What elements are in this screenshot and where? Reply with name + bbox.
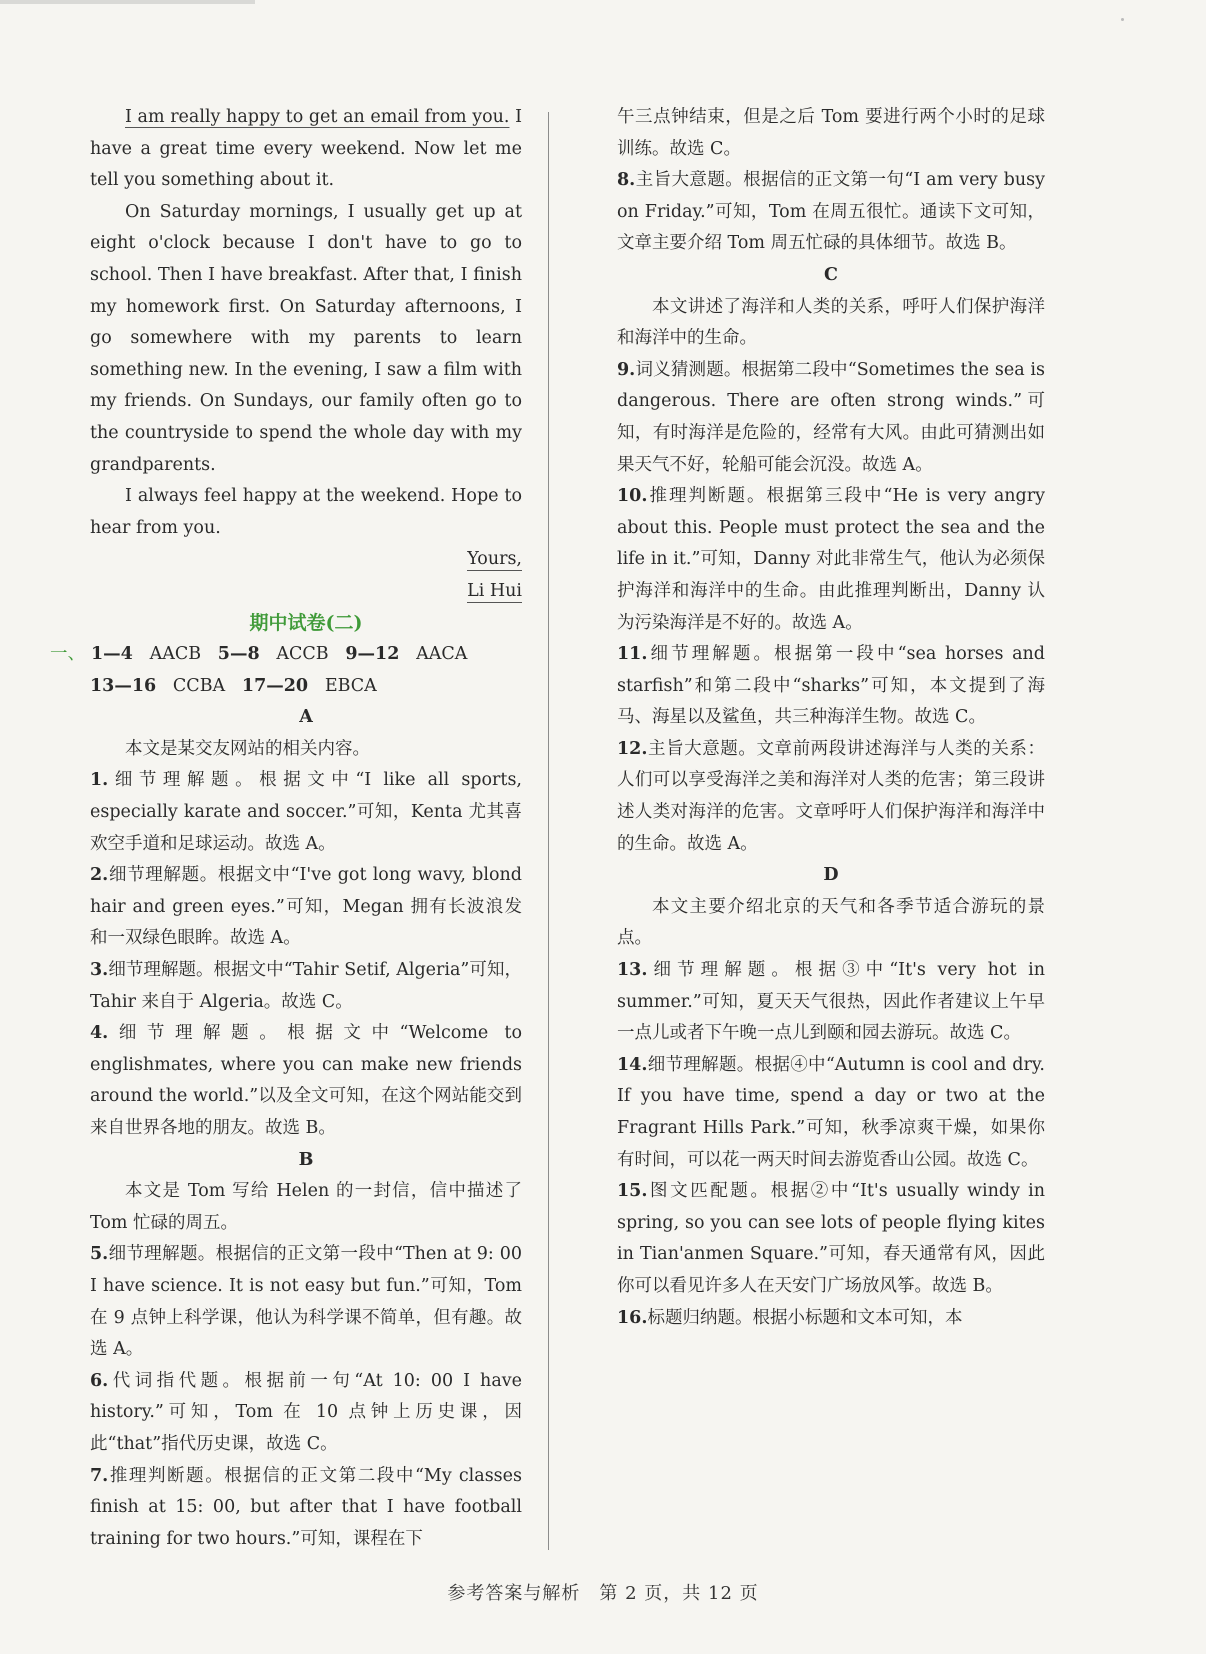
part-mark: 一、 xyxy=(50,644,85,665)
question-text: 推理判断题。根据信的正文第二段中“My classes finish at 15: 00, but after that I have football training for two hours.”可知，课程在下 xyxy=(90,1465,522,1549)
question-12 xyxy=(617,734,1045,860)
question-5 xyxy=(90,1239,522,1365)
letter-signature xyxy=(90,576,522,608)
answer-keys: AACA xyxy=(416,644,468,665)
question-number: 4. xyxy=(90,1023,109,1044)
answer-range: 17—20 xyxy=(241,675,309,696)
letter-paragraph-2: On Saturday mornings, I usually get up at eight o'clock because I don't have to go to school. Then I have breakfast. After that, I finish my homework first. On Saturday afternoons, I go somewhere with my parents to learn something new. In the evening, I saw a film with my friends. On Sundays, our family often go to the countryside to spend the whole day with my grandparents. xyxy=(90,201,522,475)
question-1 xyxy=(90,765,522,860)
question-number: 6. xyxy=(90,1370,109,1391)
answer-range: 13—16 xyxy=(90,675,157,696)
question-text: 代词指代题。根据前一句“At 10: 00 I have history.”可知，Tom 在 10 点钟上历史课，因此“that”指代历史课，故选 C。 xyxy=(90,1370,522,1454)
sign-yours: Yours, xyxy=(467,549,522,570)
letter-closing xyxy=(90,544,522,576)
question-text: 词义猜测题。根据第二段中“Sometimes the sea is dangerous. There are often strong winds.”可知，有时海洋是危险的，经常有大风。由此可猜测出如果天气不好，轮船可能会沉没。故选 A。 xyxy=(617,359,1045,475)
question-text: 细节理解题。根据文中“Welcome to englishmates, where you can make new friends around the world.”以及全文可知，在这个网站能交到来自世界各地的朋友。故选 B。 xyxy=(90,1023,522,1138)
question-number: 15. xyxy=(617,1181,648,1202)
question-number: 8. xyxy=(617,170,636,191)
question-13 xyxy=(617,955,1045,1050)
question-8 xyxy=(617,165,1045,260)
question-6 xyxy=(90,1366,522,1461)
question-number: 16. xyxy=(617,1307,648,1328)
question-number: 12. xyxy=(617,738,648,759)
question-text: 细节理解题。根据文中“I've got long wavy, blond hair and green eyes.”可知，Megan 拥有长波浪发和一双绿色眼眸。故选 A。 xyxy=(90,865,522,949)
answer-range: 5—8 xyxy=(217,644,260,665)
question-7-continued: 午三点钟结束，但是之后 Tom 要进行两个小时的足球训练。故选 C。 xyxy=(617,107,1045,159)
question-number: 5. xyxy=(90,1244,109,1265)
question-number: 14. xyxy=(617,1054,648,1075)
answer-keys: ACCB xyxy=(276,644,329,665)
question-3 xyxy=(90,955,522,1018)
answer-keys: EBCA xyxy=(324,675,377,696)
question-11 xyxy=(617,639,1045,734)
question-10 xyxy=(617,481,1045,639)
question-number: 9. xyxy=(617,359,636,380)
left-column xyxy=(50,102,523,1555)
question-text: 主旨大意题。文章前两段讲述海洋与人类的关系：人们可以享受海洋之美和海洋对人类的危害；第三段讲述人类对海洋的危害。文章呼吁人们保护海洋和海洋中的生命。故选 A。 xyxy=(617,738,1045,854)
letter-paragraph-3: I always feel happy at the weekend. Hope to hear from you. xyxy=(90,486,522,538)
question-text: 主旨大意题。根据信的正文第一句“I am very busy on Friday.”可知，Tom 在周五很忙。通读下文可知，文章主要介绍 Tom 周五忙碌的具体细节。故选 B。 xyxy=(617,170,1045,254)
question-text: 推理判断题。根据第三段中“He is very angry about this. People must protect the sea and the life in it.”可知，Danny 对此非常生气，他认为必须保护海洋和海洋中的生命。由此推理判断出，Danny 认为污染海洋是不好的。故选 A。 xyxy=(617,486,1045,633)
exam-title: 期中试卷(二) xyxy=(249,611,363,634)
question-9 xyxy=(617,355,1045,481)
question-number: 11. xyxy=(617,644,648,665)
question-16 xyxy=(617,1303,1045,1335)
question-text: 细节理解题。根据③中“It's very hot in summer.”可知，夏天天气很热，因此作者建议上午早一点儿或者下午晚一点儿到颐和园去游玩。故选 C。 xyxy=(617,960,1045,1044)
answer-keys: CCBA xyxy=(172,675,226,696)
question-text: 细节理解题。根据第一段中“sea horses and starfish”和第二段中“sharks”可知，本文提到了海马、海星以及鲨鱼，共三种海洋生物。故选 C。 xyxy=(617,644,1045,728)
right-column xyxy=(617,102,1045,1334)
question-number: 3. xyxy=(90,960,109,981)
letter-underlined-sentence: I am really happy to get an email from you. xyxy=(125,107,510,127)
question-15 xyxy=(617,1176,1045,1302)
section-c-intro: 本文讲述了海洋和人类的关系，呼吁人们保护海洋和海洋中的生命。 xyxy=(617,296,1045,349)
section-a-heading: A xyxy=(299,707,313,728)
question-text: 标题归纳题。根据小标题和文本可知，本 xyxy=(647,1307,963,1328)
question-2 xyxy=(90,860,522,955)
question-number: 2. xyxy=(90,865,109,886)
column-divider xyxy=(548,112,549,1550)
section-d-heading: D xyxy=(823,865,839,886)
top-edge-line xyxy=(0,0,255,4)
question-text: 细节理解题。根据信的正文第一段中“Then at 9: 00 I have science. It is not easy but fun.”可知，Tom 在 9 点钟上科学课，他认为科学课不简单，但有趣。故选 A。 xyxy=(90,1244,522,1360)
answer-range: 9—12 xyxy=(345,644,400,665)
answer-keys-line-2 xyxy=(90,671,522,703)
page-footer: 参考答案与解析 第 2 页，共 12 页 xyxy=(447,1583,759,1604)
question-text: 细节理解题。根据④中“Autumn is cool and dry. If you have time, spend a day or two at the Fragrant Hills Park.”可知，秋季凉爽干燥，如果你有时间，可以花一两天时间去游览香山公园。故选 C。 xyxy=(617,1054,1045,1170)
question-14 xyxy=(617,1050,1045,1176)
answer-keys-line-1 xyxy=(50,639,522,671)
question-4 xyxy=(90,1018,522,1144)
question-number: 13. xyxy=(617,960,648,981)
question-text: 细节理解题。根据文中“I like all sports, especially karate and soccer.”可知，Kenta 尤其喜欢空手道和足球运动。故选 A。 xyxy=(90,770,522,854)
question-text: 图文匹配题。根据②中“It's usually windy in spring, so you can see lots of people flying kites in Tian'anmen Square.”可知，春天通常有风，因此你可以看见许多人在天安门广场放风筝。故选 B。 xyxy=(617,1181,1045,1296)
section-d-intro: 本文主要介绍北京的天气和各季节适合游玩的景点。 xyxy=(617,896,1045,949)
question-number: 1. xyxy=(90,770,109,791)
question-7 xyxy=(90,1461,522,1556)
scan-speck xyxy=(1121,18,1124,21)
section-a-intro: 本文是某交友网站的相关内容。 xyxy=(125,738,370,759)
section-b-heading: B xyxy=(298,1149,314,1170)
letter-paragraph-1 xyxy=(90,102,522,197)
section-b-intro: 本文是 Tom 写给 Helen 的一封信，信中描述了 Tom 忙碌的周五。 xyxy=(90,1181,522,1233)
question-number: 7. xyxy=(90,1465,109,1486)
answer-keys: AACB xyxy=(149,644,202,665)
section-c-heading: C xyxy=(824,264,838,285)
letter-paragraph-1-rest: I have a great time every weekend. Now let me tell you something about it. xyxy=(90,107,523,191)
answer-range: 1—4 xyxy=(91,644,133,665)
sign-name: Li Hui xyxy=(467,580,522,601)
question-text: 细节理解题。根据文中“Tahir Setif, Algeria”可知，Tahir 来自于 Algeria。故选 C。 xyxy=(90,960,522,1012)
question-number: 10. xyxy=(617,486,648,507)
